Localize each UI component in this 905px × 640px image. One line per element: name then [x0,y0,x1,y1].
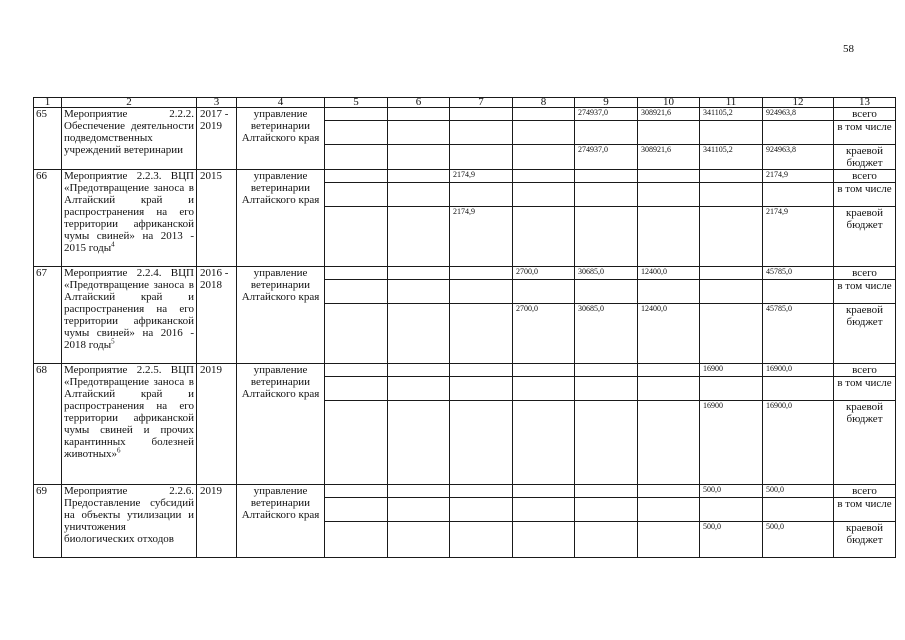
amount-cell [325,498,388,522]
amount-cell [450,522,513,558]
amount-cell [450,108,513,121]
amount-cell [700,280,763,304]
budget-table [33,97,896,558]
amount-cell [513,280,575,304]
amount-cell [575,522,638,558]
amount-cell [388,170,450,183]
amount-cell [325,401,388,485]
amount-cell: 30685,0 [575,304,638,364]
funding-source: в том числе [834,498,896,522]
amount-cell [513,145,575,170]
amount-cell [450,485,513,498]
amount-cell: 12400,0 [638,304,700,364]
column-header: 6 [388,98,450,108]
amount-cell [450,183,513,207]
amount-cell [700,183,763,207]
amount-cell [450,121,513,145]
amount-cell [575,485,638,498]
amount-cell: 16900,0 [763,401,834,485]
amount-cell [638,377,700,401]
column-header: 1 [34,98,62,108]
amount-cell: 341105,2 [700,145,763,170]
amount-cell: 500,0 [763,522,834,558]
amount-cell [450,498,513,522]
amount-cell: 2174,9 [450,170,513,183]
amount-cell [763,183,834,207]
amount-cell [388,267,450,280]
column-header: 12 [763,98,834,108]
amount-cell: 500,0 [763,485,834,498]
executor: управление ветеринарии Алтайского края [237,108,325,170]
amount-cell: 308921,6 [638,108,700,121]
column-header: 9 [575,98,638,108]
amount-cell [513,522,575,558]
amount-cell [700,267,763,280]
amount-cell [513,121,575,145]
funding-source: всего [834,267,896,280]
amount-cell [700,121,763,145]
amount-cell [388,522,450,558]
footnote-mark: 4 [111,240,115,249]
period: 2017 - 2019 [197,108,237,170]
amount-cell [638,170,700,183]
amount-cell [513,183,575,207]
amount-cell [325,121,388,145]
amount-cell [325,364,388,377]
amount-cell [575,280,638,304]
amount-cell [700,304,763,364]
amount-cell [388,145,450,170]
table-row [34,364,896,377]
amount-cell: 308921,6 [638,145,700,170]
amount-cell [325,267,388,280]
row-number: 68 [34,364,62,485]
amount-cell [763,377,834,401]
amount-cell [450,267,513,280]
funding-source: всего [834,170,896,183]
funding-source: краевой бюджет [834,145,896,170]
row-number: 66 [34,170,62,267]
funding-source: в том числе [834,280,896,304]
amount-cell [388,498,450,522]
amount-cell [388,183,450,207]
amount-cell [575,121,638,145]
amount-cell [575,498,638,522]
amount-cell [575,377,638,401]
measure-name: Мероприятие 2.2.2. Обеспечение деятельности подведомственных учреждений ветеринарии [62,108,197,170]
amount-cell [388,401,450,485]
page-number: 58 [843,43,854,55]
funding-source: в том числе [834,377,896,401]
funding-source: в том числе [834,121,896,145]
measure-name: Мероприятие 2.2.4. ВЦП «Предотвращение заноса в Алтайский край и распространения на его территории африканской чумы свиней» на 2016 - 2018 годы$^5$ [62,267,197,364]
amount-cell [388,377,450,401]
amount-cell: 45785,0 [763,304,834,364]
period: 2016 - 2018 [197,267,237,364]
amount-cell: 2700,0 [513,304,575,364]
footnote-mark: 6 [117,446,121,455]
amount-cell [388,121,450,145]
amount-cell [638,364,700,377]
row-number: 67 [34,267,62,364]
amount-cell [388,304,450,364]
amount-cell [638,498,700,522]
amount-cell [513,207,575,267]
amount-cell [325,183,388,207]
amount-cell [325,280,388,304]
amount-cell [450,280,513,304]
executor: управление ветеринарии Алтайского края [237,364,325,485]
period: 2015 [197,170,237,267]
amount-cell [513,108,575,121]
amount-cell [450,377,513,401]
amount-cell [513,401,575,485]
funding-source: краевой бюджет [834,401,896,485]
amount-cell [763,280,834,304]
funding-source: всего [834,364,896,377]
amount-cell [638,485,700,498]
amount-cell [450,145,513,170]
amount-cell [388,364,450,377]
amount-cell: 2174,9 [763,207,834,267]
funding-source: всего [834,485,896,498]
amount-cell [763,121,834,145]
amount-cell [325,485,388,498]
amount-cell [700,207,763,267]
amount-cell [700,170,763,183]
amount-cell [575,364,638,377]
amount-cell: 274937,0 [575,108,638,121]
amount-cell [638,522,700,558]
amount-cell [325,108,388,121]
column-header: 10 [638,98,700,108]
amount-cell: 924963,8 [763,145,834,170]
amount-cell [638,207,700,267]
amount-cell [513,485,575,498]
amount-cell: 16900 [700,401,763,485]
amount-cell [325,377,388,401]
amount-cell [700,498,763,522]
amount-cell [388,280,450,304]
amount-cell [513,377,575,401]
column-header: 13 [834,98,896,108]
amount-cell: 45785,0 [763,267,834,280]
amount-cell [388,207,450,267]
amount-cell [450,364,513,377]
amount-cell: 30685,0 [575,267,638,280]
header-row [34,98,896,108]
amount-cell [325,304,388,364]
column-header: 8 [513,98,575,108]
table-row [34,108,896,121]
amount-cell: 2174,9 [450,207,513,267]
amount-cell [575,183,638,207]
funding-source: всего [834,108,896,121]
amount-cell [763,498,834,522]
amount-cell [638,121,700,145]
table-row [34,485,896,498]
executor: управление ветеринарии Алтайского края [237,170,325,267]
amount-cell: 12400,0 [638,267,700,280]
executor: управление ветеринарии Алтайского края [237,485,325,558]
amount-cell [575,401,638,485]
amount-cell: 274937,0 [575,145,638,170]
amount-cell: 2174,9 [763,170,834,183]
amount-cell [638,280,700,304]
amount-cell [388,485,450,498]
amount-cell [325,145,388,170]
table-row [34,170,896,183]
measure-name: Мероприятие 2.2.5. ВЦП «Предотвращение заноса в Алтайский край и распространения на его территории африканской чумы свиней и прочих карантинных болезней животных»$^6$ [62,364,197,485]
column-header: 7 [450,98,513,108]
amount-cell: 16900 [700,364,763,377]
amount-cell [325,170,388,183]
amount-cell [638,183,700,207]
table-row [34,267,896,280]
amount-cell: 2700,0 [513,267,575,280]
amount-cell [513,364,575,377]
amount-cell [575,170,638,183]
footnote-mark: 5 [111,337,115,346]
amount-cell [575,207,638,267]
amount-cell [325,207,388,267]
amount-cell [450,304,513,364]
amount-cell: 500,0 [700,522,763,558]
funding-source: краевой бюджет [834,304,896,364]
funding-source: краевой бюджет [834,207,896,267]
funding-source: краевой бюджет [834,522,896,558]
column-header: 3 [197,98,237,108]
measure-name: Мероприятие 2.2.3. ВЦП «Предотвращение заноса в Алтайский край и распространения на его территории африканской чумы свиней» на 2013 - 2015 годы$^4$ [62,170,197,267]
amount-cell [513,170,575,183]
period: 2019 [197,364,237,485]
amount-cell: 16900,0 [763,364,834,377]
column-header: 4 [237,98,325,108]
funding-source: в том числе [834,183,896,207]
amount-cell [700,377,763,401]
amount-cell [638,401,700,485]
amount-cell [325,522,388,558]
amount-cell [388,108,450,121]
column-header: 2 [62,98,197,108]
amount-cell: 500,0 [700,485,763,498]
amount-cell: 341105,2 [700,108,763,121]
column-header: 11 [700,98,763,108]
measure-name: Мероприятие 2.2.6. Предоставление субсидий на объекты утилизации и уничтожения биологических отходов [62,485,197,558]
amount-cell [450,401,513,485]
amount-cell [513,498,575,522]
amount-cell: 924963,8 [763,108,834,121]
row-number: 65 [34,108,62,170]
row-number: 69 [34,485,62,558]
executor: управление ветеринарии Алтайского края [237,267,325,364]
column-header: 5 [325,98,388,108]
period: 2019 [197,485,237,558]
